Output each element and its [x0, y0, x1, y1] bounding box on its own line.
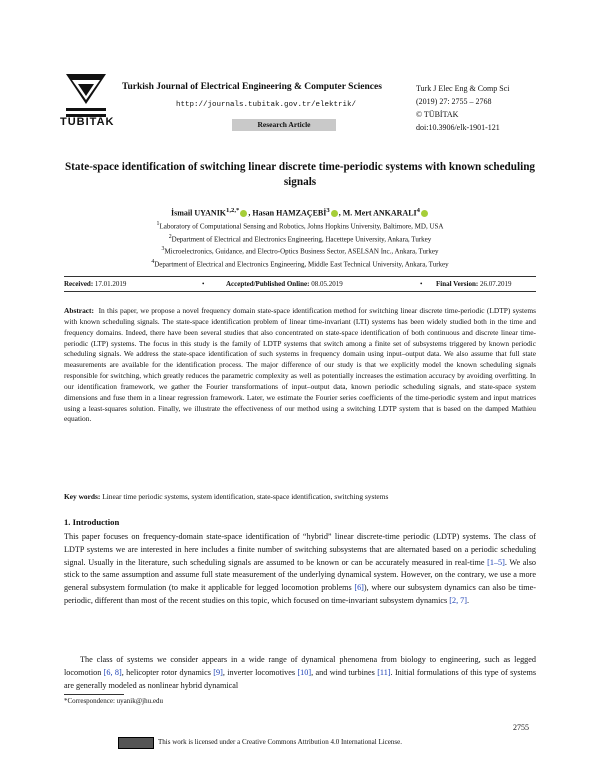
affiliation [60, 257, 540, 270]
keywords-text: Linear time periodic systems, system identification, state-space identification, switching systems [102, 492, 389, 501]
accepted-date: Accepted/Published Online: 08.05.2019 [226, 280, 343, 288]
keywords [64, 492, 536, 501]
abstract-text: In this paper, we propose a novel frequency domain state-space identification method for switching linear discrete time-periodic (LDTP) systems with known scheduling signals. The state-space identification problem of linear time-invariant (LTI) systems has been widely studied both in the time and frequency domains. Indeed, there have been several studies that also concentrated on state-space identification of both continuous and discrete linear time-periodic (LTP) systems. The focus in this study is the family of LDTP systems that switch among a finite set of subsystems triggered by known periodic scheduling signals. We address the state-space identification of such systems in frequency domain using input–output data. We also assume that full state measurements are available for the identification process. The major difference of our study is that we explicitly model the known scheduling signals responsible for switching, which greatly reduces the parametric complexity as well as potentially increases the estimation accuracy by avoiding overfitting. In our identification framework, we gather the Fourier transformations of input–output data, known periodic scheduling signals, and state-space system dimensions and fuse them in a linear regression framework. Later, we estimate the Fourier series coefficients of the time-periodic system and input matrices using a least-squares solution. Finally, we illustrate the effectiveness of our method using a switching LDTP system that is based on the damped Mathieu equation. [64, 306, 536, 424]
author-affil-sup: 3 [326, 207, 330, 214]
received-date: Received: 17.01.2019 [64, 280, 127, 288]
abstract-label: Abstract: [64, 306, 94, 315]
citation-link[interactable]: [1–5] [487, 557, 505, 567]
dates-bar [64, 276, 536, 292]
citation-link[interactable]: [6, 8] [103, 667, 122, 677]
keywords-label: Key words: [64, 492, 101, 501]
article-type-badge: Research Article [232, 119, 336, 131]
meta-doi[interactable]: doi:10.3906/elk-1901-121 [416, 123, 500, 132]
meta-journal-abbrev: Turk J Elec Eng & Comp Sci [416, 84, 510, 93]
affiliation-text: Laboratory of Computational Sensing and Robotics, Johns Hopkins University, Baltimore, MD, USA [159, 222, 444, 231]
affiliation-sup: 4 [151, 258, 155, 265]
author-name: İsmail UYANIK [170, 208, 227, 218]
logo-wordmark: TÜBİTAK [60, 116, 115, 128]
footnote-rule [64, 694, 124, 695]
meta-copyright: © TÜBİTAK [416, 110, 459, 119]
citation-meta [416, 82, 509, 134]
citation-link[interactable]: [10] [297, 667, 312, 677]
author-affil-sup: 1,2,* [226, 207, 240, 214]
journal-name: Turkish Journal of Electrical Engineering & Computer Sciences [122, 82, 382, 92]
affiliation [60, 244, 540, 257]
body-paragraph: This paper focuses on frequency-domain state-space identification of “hybrid” linear discrete-time periodic (LDTP) systems. The class of LDTP systems we are interested in here includes a finite number of switching subsystems that are alternated based on a periodic scheduling signal. Usually in the literature, such scheduling signals are assumed to be known or can be accurately measured in real-time [1–5]. We also stick to the same assumption and assume full state measurement of the underlying dynamical system. However, on the contrary, we use a more general subsystem formulation (to make it applicable for legged locomotion problems [6]), where our subsystem dynamics can also be time-periodic, different than most of the recent studies on this topic, which focused on time-invariant subsystem dynamics [2, 7]. [64, 532, 536, 605]
affiliation [60, 232, 540, 245]
author-affil-sup: 4 [416, 207, 420, 214]
tubitak-logo [62, 70, 110, 122]
affiliation-text: Microelectronics, Guidance, and Electro-Optics Business Sector, ASELSAN Inc., Ankara, Turkey [164, 247, 439, 256]
abstract [64, 306, 536, 425]
correspondence-footnote: *Correspondence: uyanik@jhu.edu [64, 697, 163, 705]
affiliation-text: Department of Electrical and Electronics Engineering, Middle East Technical University, Ankara, Turkey [154, 259, 449, 268]
citation-link[interactable]: [2, 7] [449, 595, 467, 605]
affiliation-sup: 1 [156, 221, 160, 227]
author-name: M. Mert ANKARALI [342, 208, 417, 218]
author-name: Hasan HAMZAÇEBİ [252, 208, 327, 218]
affiliation-sup: 2 [168, 233, 172, 240]
affiliation [60, 219, 540, 232]
orcid-icon[interactable] [240, 210, 247, 217]
author-list: İsmail $UYANIK^{1,2,*}$ , Hasan HAMZAÇEBİ$^3$ , M. Mert ANKARALI$^4$ [60, 207, 540, 218]
meta-volume-pages: (2019) 27: 2755 – 2768 [416, 97, 492, 106]
final-date: Final Version: 26.07.2019 [436, 280, 512, 288]
citation-link[interactable]: [11] [377, 667, 391, 677]
affiliation-sup: 3 [161, 246, 165, 253]
citation-link[interactable]: [6] [354, 583, 364, 592]
section-heading: 1. Introduction [64, 517, 120, 527]
license-text: This work is licensed under a Creative Commons Attribution 4.0 International License. [158, 738, 402, 746]
paper-title: State-space identification of switching linear discrete time-periodic systems with known scheduling signals [64, 161, 536, 188]
body-paragraph: The class of systems we consider appears in a wide range of dynamical phenomena from biology to engineering, such as legged locomotion [6, 8], helicopter rotor dynamics [9], inverter locomotives [10], and wind turbines [11]. Initial formulations of this type of systems are generally modeled as nonlinear hybrid dynamical [64, 655, 537, 690]
bullet-separator: • [202, 280, 205, 288]
affiliation-text: Department of Electrical and Electronics Engineering, Hacettepe University, Ankara, Turkey [171, 234, 432, 243]
bullet-separator: • [420, 280, 423, 288]
journal-url[interactable]: http://journals.tubitak.gov.tr/elektrik/ [176, 101, 357, 109]
orcid-icon[interactable] [421, 210, 428, 217]
page-number: 2755 [513, 723, 529, 732]
affiliation-list [60, 219, 540, 269]
orcid-icon[interactable] [331, 210, 338, 217]
citation-link[interactable]: [9] [213, 667, 223, 677]
cc-license-icon[interactable] [118, 737, 154, 749]
